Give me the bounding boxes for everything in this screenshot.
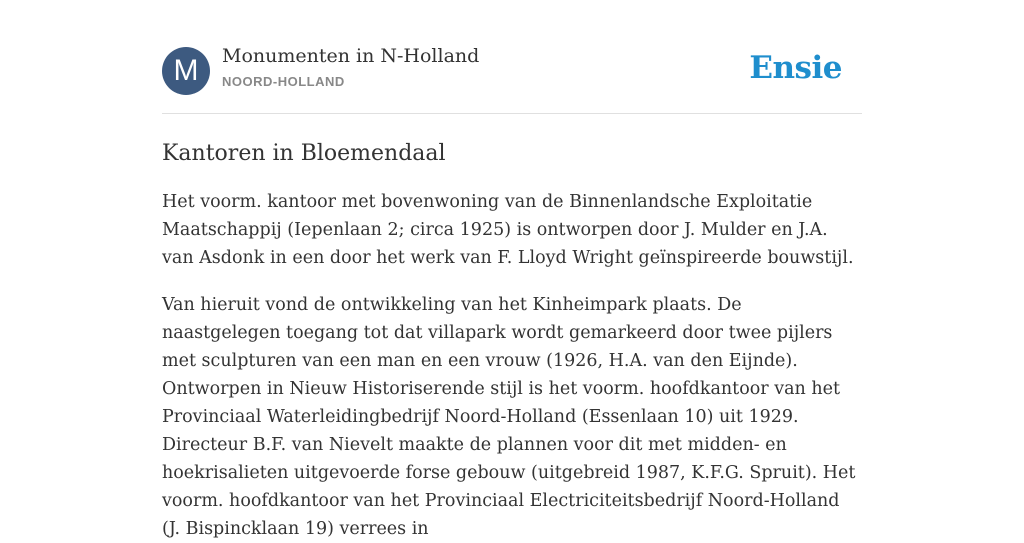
article-paragraph-2: Van hieruit vond de ontwikkeling van het Kinheimpark plaats. De naastgelegen toegang tot dat villapark wordt gemarkeerd door twee pijlers met sculpturen van een man en een vrouw (1926, H.A. van den Eijnde). Ontworpen in Nieuw Historiserende stijl is het voorm. hoofdkantoor van het Provinciaal Waterleidingbedrijf Noord-Holland (Essenlaan 10) uit 1929. Directeur B.F. van Nievelt maakte de plannen voor dit met midden- en hoekrisalieten uitgevoerde forse gebouw (uitgebreid 1987, K.F.G. Spruit). Het voorm. hoofdkantoor van het Provinciaal Electriciteitsbedrijf Noord-Holland (J. Bispincklaan 19) verrees in (162, 295, 856, 539)
avatar[interactable]: M (162, 47, 210, 95)
collection-title[interactable]: Monumenten in N-Holland (222, 45, 480, 67)
header (162, 0, 862, 114)
collection-subtitle[interactable]: NOORD-HOLLAND (222, 74, 345, 89)
ensie-logo[interactable]: Ensie (749, 50, 842, 86)
article-paragraph-1: Het voorm. kantoor met bovenwoning van de Binnenlandsche Exploitatie Maatschappij (Iepenlaan 2; circa 1925) is ontworpen door J. Mulder en J.A. van Asdonk in een door het werk van F. Lloyd Wright geïnspireerde bouwstijl. (162, 192, 854, 268)
article-title: Kantoren in Bloemendaal (162, 141, 446, 166)
content-container (162, 0, 862, 543)
